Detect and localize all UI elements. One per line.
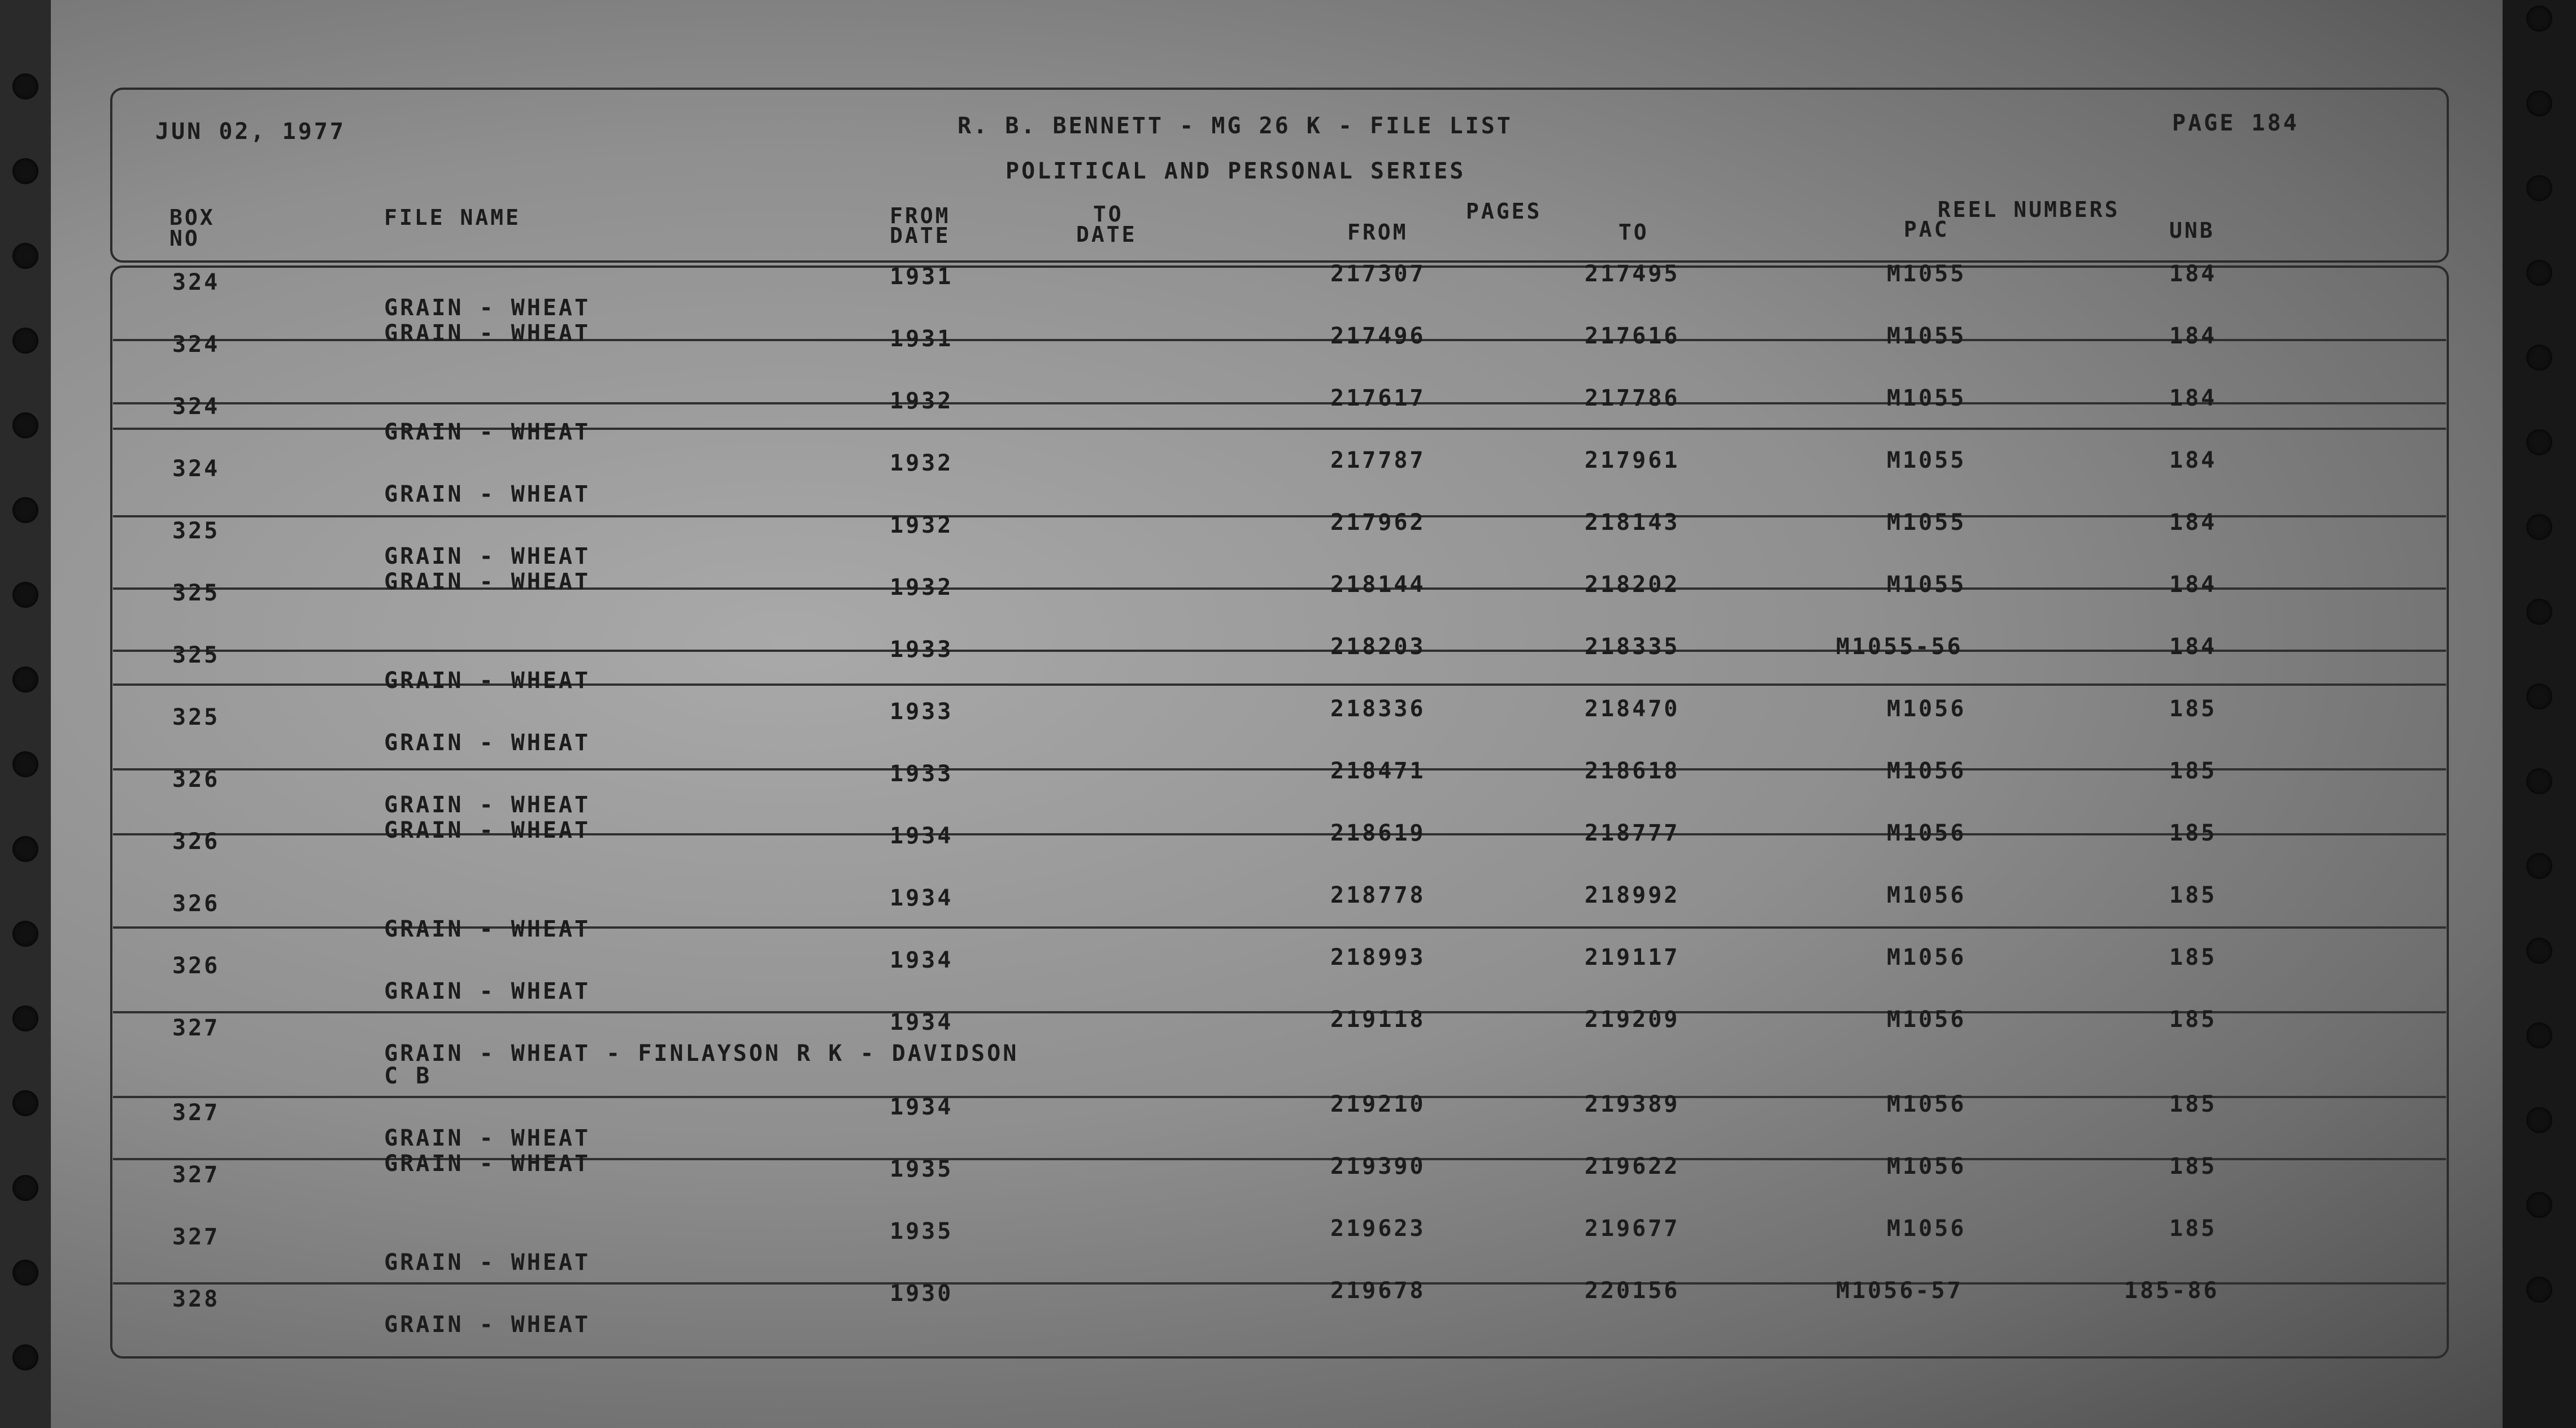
box-number: 328 [172, 1286, 220, 1312]
reel-unb: 184 [2169, 323, 2217, 349]
col-reel-numbers: REEL NUMBERS [1938, 197, 2120, 222]
col-to-date-2: DATE [1076, 222, 1137, 247]
file-name: GRAIN - WHEAT [384, 419, 591, 445]
page-to: 217961 [1585, 447, 1680, 473]
page-from: 217617 [1330, 385, 1426, 411]
box-number: 327 [172, 1100, 220, 1126]
sprocket-hole [12, 412, 38, 438]
sprocket-hole [2526, 1107, 2552, 1133]
reel-pac: M1055 [1887, 447, 1966, 473]
reel-unb: 185-86 [2124, 1278, 2220, 1304]
sprocket-hole [12, 243, 38, 269]
from-date: 1934 [890, 1009, 954, 1035]
sprocket-hole [2526, 90, 2552, 116]
page-from: 217787 [1330, 447, 1426, 473]
sprocket-hole [2526, 599, 2552, 625]
row-rule [113, 1011, 2446, 1013]
box-number: 327 [172, 1224, 220, 1250]
sprocket-hole [12, 1175, 38, 1201]
from-date: 1931 [890, 326, 954, 352]
page-from: 218619 [1330, 820, 1426, 846]
col-to-date: TO [1093, 202, 1124, 227]
row-rule [113, 1282, 2446, 1285]
page-to: 218777 [1585, 820, 1680, 846]
file-name: GRAIN - WHEAT [384, 320, 591, 346]
right-tractor-feed [2503, 0, 2576, 1428]
page-from: 219390 [1330, 1153, 1426, 1179]
reel-unb: 184 [2169, 634, 2217, 660]
col-file-name: FILE NAME [384, 205, 521, 230]
page-to: 218202 [1585, 572, 1680, 598]
file-name: GRAIN - WHEAT [384, 916, 591, 942]
reel-pac: M1056 [1887, 1216, 1966, 1242]
col-box-label-2: NO [169, 226, 200, 251]
file-name: GRAIN - WHEAT [384, 730, 591, 756]
page-from: 218993 [1330, 944, 1426, 970]
page-to: 218143 [1585, 510, 1680, 536]
from-date: 1932 [890, 388, 954, 414]
box-number: 326 [172, 953, 220, 979]
row-rule [113, 515, 2446, 517]
reel-unb: 185 [2169, 882, 2217, 908]
from-date: 1932 [890, 512, 954, 538]
from-date: 1932 [890, 450, 954, 476]
box-number: 326 [172, 891, 220, 917]
from-date: 1935 [890, 1218, 954, 1244]
col-unb: UNB [2169, 218, 2215, 243]
from-date: 1931 [890, 264, 954, 290]
from-date: 1933 [890, 637, 954, 663]
sprocket-hole [2526, 853, 2552, 879]
page-from: 217496 [1330, 323, 1426, 349]
sprocket-hole [12, 158, 38, 184]
sprocket-hole [2526, 514, 2552, 540]
sprocket-hole [12, 497, 38, 523]
file-name: GRAIN - WHEAT [384, 295, 591, 321]
sprocket-hole [2526, 1192, 2552, 1218]
reel-unb: 185 [2169, 944, 2217, 970]
sprocket-hole [2526, 345, 2552, 371]
sprocket-hole [2526, 1277, 2552, 1303]
sprocket-hole [2526, 1022, 2552, 1048]
from-date: 1933 [890, 699, 954, 725]
box-number: 326 [172, 767, 220, 793]
page-from: 218336 [1330, 696, 1426, 722]
file-name: GRAIN - WHEAT [384, 1125, 591, 1151]
sprocket-hole [12, 1005, 38, 1031]
box-number: 326 [172, 829, 220, 855]
sprocket-hole [2526, 429, 2552, 455]
file-name: GRAIN - WHEAT [384, 569, 591, 595]
box-number: 324 [172, 394, 220, 420]
from-date: 1932 [890, 574, 954, 600]
from-date: 1935 [890, 1156, 954, 1182]
reel-unb: 184 [2169, 510, 2217, 536]
reel-unb: 185 [2169, 696, 2217, 722]
page-to: 217616 [1585, 323, 1680, 349]
page-from: 218144 [1330, 572, 1426, 598]
reel-unb: 185 [2169, 758, 2217, 784]
reel-unb: 185 [2169, 1091, 2217, 1117]
reel-pac: M1056 [1887, 1007, 1966, 1033]
reel-pac: M1056 [1887, 944, 1966, 970]
col-pages: PAGES [1466, 199, 1542, 224]
reel-pac: M1055 [1887, 323, 1966, 349]
sprocket-hole [12, 836, 38, 862]
page-to: 218470 [1585, 696, 1680, 722]
page-to: 219209 [1585, 1007, 1680, 1033]
reel-pac: M1055-56 [1836, 634, 1963, 660]
reel-unb: 184 [2169, 447, 2217, 473]
reel-unb: 185 [2169, 1216, 2217, 1242]
page-from: 219210 [1330, 1091, 1426, 1117]
page-to: 218335 [1585, 634, 1680, 660]
page-to: 220156 [1585, 1278, 1680, 1304]
page-from: 218778 [1330, 882, 1426, 908]
sprocket-hole [12, 921, 38, 947]
box-number: 325 [172, 704, 220, 730]
reel-pac: M1055 [1887, 572, 1966, 598]
reel-unb: 185 [2169, 1007, 2217, 1033]
box-number: 325 [172, 580, 220, 606]
file-name: GRAIN - WHEAT - FINLAYSON R K - DAVIDSON [384, 1040, 1019, 1066]
reel-pac: M1056 [1887, 1091, 1966, 1117]
page-to: 219117 [1585, 944, 1680, 970]
row-rule [113, 768, 2446, 770]
page-to: 219389 [1585, 1091, 1680, 1117]
file-name: GRAIN - WHEAT [384, 1312, 591, 1338]
file-name: GRAIN - WHEAT [384, 792, 591, 818]
report-title: R. B. BENNETT - MG 26 K - FILE LIST [958, 113, 1513, 139]
sprocket-hole [12, 1090, 38, 1116]
box-number: 324 [172, 332, 220, 358]
col-pages-from: FROM [1347, 220, 1408, 245]
file-name-continued: C B [384, 1063, 432, 1089]
sprocket-hole [2526, 175, 2552, 201]
from-date: 1934 [890, 1094, 954, 1120]
reel-unb: 185 [2169, 1153, 2217, 1179]
page-to: 217495 [1585, 261, 1680, 287]
from-date: 1934 [890, 947, 954, 973]
report-date: JUN 02, 1977 [155, 119, 346, 145]
page-from: 219623 [1330, 1216, 1426, 1242]
reel-pac: M1056 [1887, 758, 1966, 784]
sprocket-hole [2526, 938, 2552, 964]
box-number: 327 [172, 1015, 220, 1041]
page-from: 219118 [1330, 1007, 1426, 1033]
col-box-label: BOX [169, 205, 215, 230]
page-from: 217307 [1330, 261, 1426, 287]
reel-unb: 184 [2169, 261, 2217, 287]
sprocket-hole [2526, 260, 2552, 286]
from-date: 1933 [890, 761, 954, 787]
row-rule [113, 402, 2446, 404]
reel-unb: 184 [2169, 572, 2217, 598]
page-to: 217786 [1585, 385, 1680, 411]
reel-pac: M1056 [1887, 1153, 1966, 1179]
box-number: 324 [172, 456, 220, 482]
file-name: GRAIN - WHEAT [384, 1151, 591, 1177]
from-date: 1934 [890, 885, 954, 911]
box-number: 324 [172, 269, 220, 295]
reel-pac: M1056 [1887, 820, 1966, 846]
col-pac: PAC [1904, 217, 1950, 242]
reel-unb: 184 [2169, 385, 2217, 411]
from-date: 1934 [890, 823, 954, 849]
reel-pac: M1056 [1887, 696, 1966, 722]
left-tractor-feed [0, 0, 51, 1428]
sprocket-hole [2526, 683, 2552, 709]
sprocket-hole [2526, 768, 2552, 794]
page-number: PAGE 184 [2172, 110, 2299, 136]
col-pages-to: TO [1618, 220, 1649, 245]
col-from-date: FROM [890, 203, 951, 228]
sprocket-hole [2526, 6, 2552, 32]
file-name: GRAIN - WHEAT [384, 543, 591, 569]
row-rule [113, 1096, 2446, 1098]
col-from-date-2: DATE [890, 223, 951, 248]
page-from: 218203 [1330, 634, 1426, 660]
page-from: 219678 [1330, 1278, 1426, 1304]
file-name: GRAIN - WHEAT [384, 481, 591, 507]
sprocket-hole [12, 582, 38, 608]
sprocket-hole [12, 1260, 38, 1286]
file-name: GRAIN - WHEAT [384, 1250, 591, 1275]
reel-pac: M1055 [1887, 385, 1966, 411]
reel-unb: 185 [2169, 820, 2217, 846]
reel-pac: M1055 [1887, 510, 1966, 536]
box-number: 325 [172, 518, 220, 544]
file-name: GRAIN - WHEAT [384, 978, 591, 1004]
page-to: 219677 [1585, 1216, 1680, 1242]
from-date: 1930 [890, 1281, 954, 1307]
page-from: 217962 [1330, 510, 1426, 536]
page-to: 218618 [1585, 758, 1680, 784]
sprocket-hole [12, 328, 38, 354]
report-subtitle: POLITICAL AND PERSONAL SERIES [1006, 158, 1466, 184]
sprocket-hole [12, 751, 38, 777]
sprocket-hole [12, 73, 38, 99]
page-to: 219622 [1585, 1153, 1680, 1179]
reel-pac: M1056 [1887, 882, 1966, 908]
sprocket-hole [12, 667, 38, 693]
box-number: 327 [172, 1162, 220, 1188]
row-rule [113, 650, 2446, 652]
reel-pac: M1055 [1887, 261, 1966, 287]
file-name: GRAIN - WHEAT [384, 668, 591, 694]
file-name: GRAIN - WHEAT [384, 817, 591, 843]
sprocket-hole [12, 1344, 38, 1370]
page-from: 218471 [1330, 758, 1426, 784]
page-to: 218992 [1585, 882, 1680, 908]
box-number: 325 [172, 642, 220, 668]
reel-pac: M1056-57 [1836, 1278, 1963, 1304]
